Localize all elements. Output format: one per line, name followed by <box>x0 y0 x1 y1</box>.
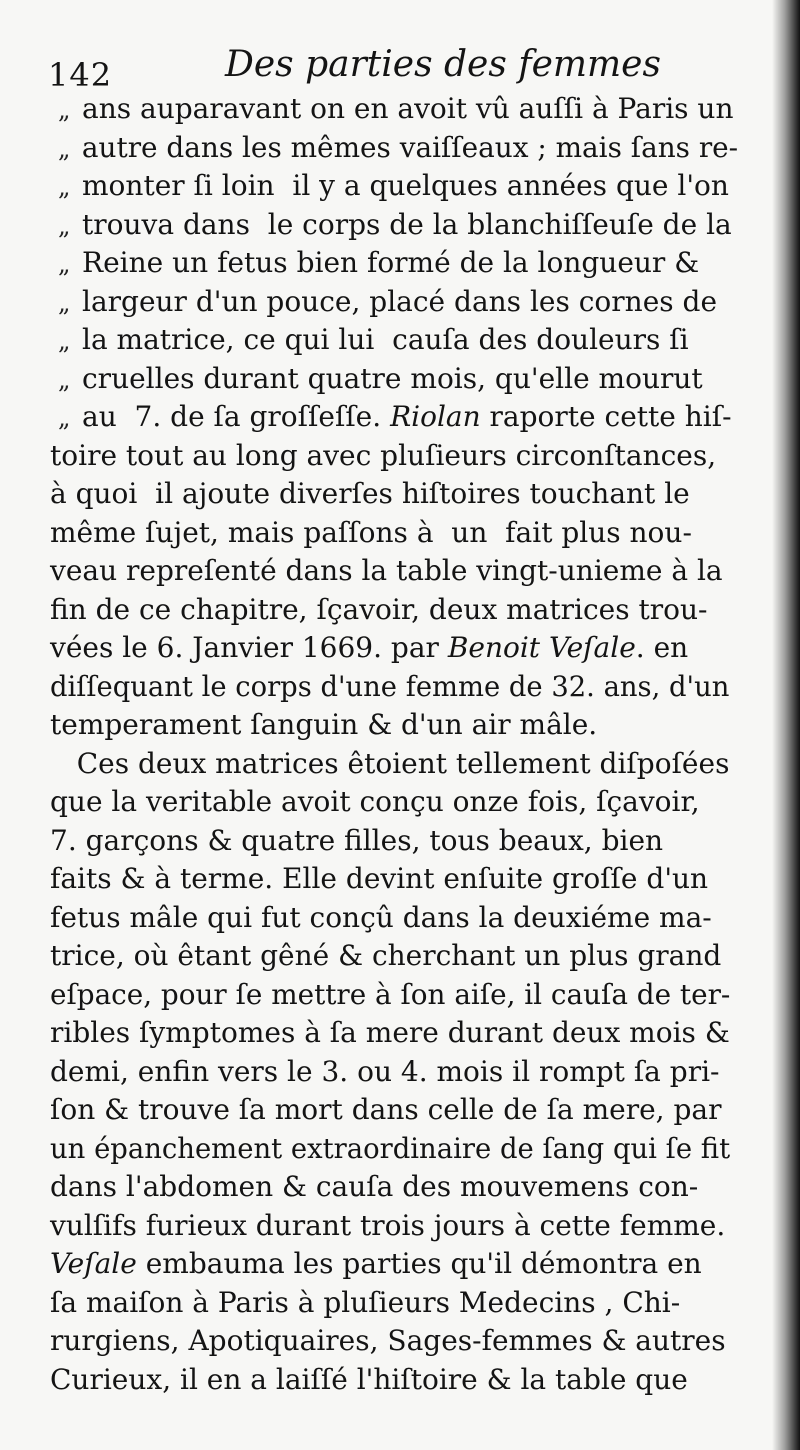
line-text: rurgiens, Apotiquaires, Sages-femmes & autres <box>50 1324 726 1357</box>
text-line <box>50 629 688 667</box>
quotation-mark: „ <box>58 327 71 355</box>
line-text: eſpace, pour ſe mettre à ſon aiſe, il cauſa de ter- <box>50 977 731 1011</box>
text-line <box>50 1284 680 1322</box>
line-text: vées le 6. Janvier 1669. par <box>50 631 448 664</box>
line-text: ans auparavant on en avoit vû auſſi à Paris un <box>82 92 734 125</box>
text-line <box>58 206 732 244</box>
text-line <box>50 1361 688 1399</box>
line-text: cruelles durant quatre mois, qu'elle mourut <box>82 361 703 395</box>
text-line <box>50 1245 702 1283</box>
text-line <box>50 1053 720 1091</box>
line-text: veau repreſenté dans la table vingt-unieme à la <box>50 554 723 587</box>
text-line <box>58 360 703 398</box>
text-line <box>50 860 708 898</box>
text-line <box>58 321 689 359</box>
line-text: autre dans les mêmes vaiſſeaux ; mais ſans re- <box>81 130 739 164</box>
text-line <box>50 976 730 1014</box>
line-text: temperament ſanguin & d'un air mâle. <box>50 708 598 741</box>
text-line <box>50 822 663 860</box>
line-text: que la veritable avoit conçu onze fois, ſçavoir, <box>50 785 700 818</box>
text-line <box>50 437 716 475</box>
page-number: 142 <box>48 56 113 94</box>
line-text: 7. garçons & quatre filles, tous beaux, bien <box>50 823 664 857</box>
line-text: à quoi il ajoute diverſes hiſtoires touchant le <box>50 477 690 510</box>
line-text: un épanchement extraordinaire de ſang qui ſe fit <box>50 1131 731 1165</box>
text-line <box>50 1130 730 1168</box>
italic-name: Benoit Veſale <box>447 631 636 664</box>
text-line <box>50 514 692 552</box>
text-line <box>50 1168 698 1206</box>
running-head: Des parties des femmes <box>225 44 661 85</box>
line-text: ſa maiſon à Paris à pluſieurs Medecins , Chi- <box>50 1285 681 1319</box>
line-text: au 7. de ſa groſſeſſe. <box>82 400 391 433</box>
line-text: demi, enfin vers le 3. ou 4. mois il rompt ſa pri- <box>50 1054 720 1088</box>
text-line <box>50 591 708 629</box>
quotation-mark: „ <box>58 211 71 240</box>
quotation-mark: „ <box>58 404 71 432</box>
line-text: faits & à terme. Elle devint enſuite groſſe d'un <box>50 862 709 895</box>
line-text: fetus mâle qui fut conçû dans la deuxiéme ma- <box>50 900 712 934</box>
line-text: même ſujet, mais paſſons à un fait plus nou- <box>50 515 692 549</box>
text-line <box>58 244 699 282</box>
text-line <box>50 1322 726 1360</box>
text-line <box>50 668 729 706</box>
text-line <box>58 129 738 167</box>
line-text: toire tout au long avec pluſieurs circonſtances, <box>50 438 717 472</box>
line-text: ribles ſymptomes à ſa mere durant deux mois & <box>50 1016 730 1049</box>
line-text: Curieux, il en a laiſſé l'hiſtoire & la table que <box>50 1362 688 1396</box>
text-line <box>50 783 700 821</box>
line-text: ſon & trouve ſa mort dans celle de ſa mere, par <box>50 1093 722 1126</box>
italic-name: Riolan <box>390 400 481 433</box>
line-text: Reine un fetus bien formé de la longueur & <box>82 246 700 279</box>
quotation-mark: „ <box>58 173 71 201</box>
text-line <box>50 552 723 590</box>
text-line <box>50 1014 730 1052</box>
line-text: diſſequant le corps d'une femme de 32. ans, d'un <box>50 669 730 703</box>
line-text: fin de ce chapitre, ſçavoir, deux matrices trou- <box>50 592 708 626</box>
text-line <box>50 475 690 513</box>
quotation-mark: „ <box>58 250 71 278</box>
line-text: la matrice, ce qui lui cauſa des douleurs ſi <box>82 323 689 356</box>
text-line <box>50 1207 725 1245</box>
line-text: Ces deux matrices êtoient tellement diſpoſées <box>50 746 730 780</box>
quotation-mark: „ <box>58 288 71 317</box>
text-line <box>50 1091 721 1129</box>
line-text: monter ſi loin il y a quelques années que l'on <box>82 169 729 202</box>
quotation-mark: „ <box>58 365 71 394</box>
line-text: trouva dans le corps de la blanchiſſeuſe de la <box>82 207 732 241</box>
line-text: trice, où êtant gêné & cherchant un plus grand <box>50 939 722 972</box>
text-line <box>58 283 717 321</box>
quotation-mark: „ <box>58 134 71 163</box>
text-line <box>50 706 597 744</box>
quotation-mark: „ <box>58 96 71 124</box>
text-line <box>58 398 732 436</box>
text-line <box>50 745 729 783</box>
text-line <box>58 167 729 205</box>
line-text: vulſifs furieux durant trois jours à cette femme. <box>50 1208 726 1242</box>
italic-name: Veſale <box>50 1247 137 1280</box>
text-line <box>50 937 721 975</box>
text-line <box>58 90 734 128</box>
line-text-continued: embauma les parties qu'il démontra en <box>136 1247 702 1280</box>
line-text-continued: . en <box>635 631 689 664</box>
body-text <box>50 90 748 1430</box>
line-text-continued: raporte cette hiſ- <box>480 400 732 433</box>
line-text: largeur d'un pouce, placé dans les cornes de <box>82 284 718 318</box>
line-text: dans l'abdomen & cauſa des mouvemens con- <box>50 1170 699 1203</box>
text-line <box>50 899 712 937</box>
